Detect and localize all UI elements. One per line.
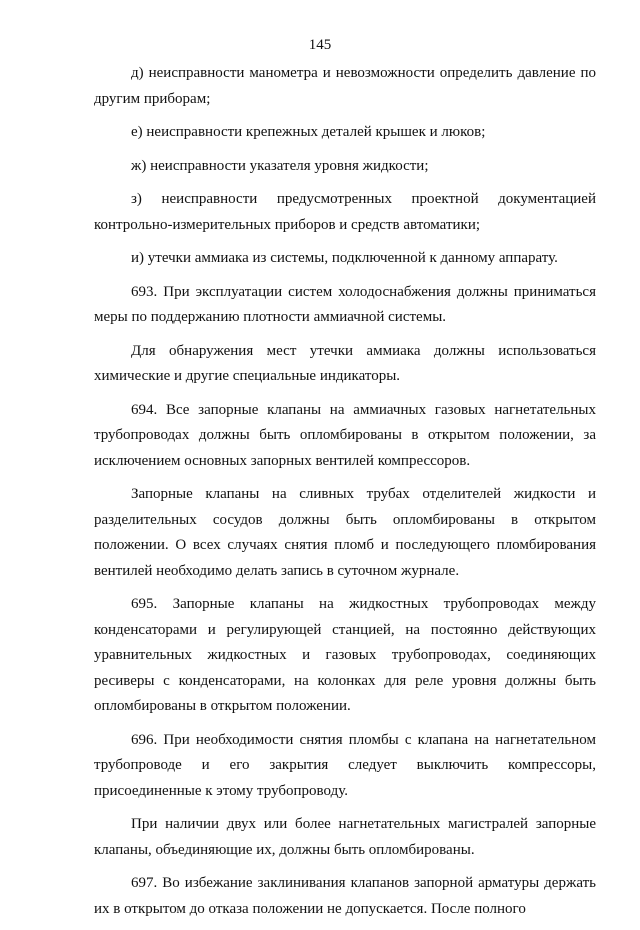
paragraph-693: 693. При эксплуатации систем холодоснабжения должны приниматься меры по поддержанию плотности аммиачной системы.	[94, 283, 596, 325]
paragraph-693-indicators: Для обнаружения мест утечки аммиака должны использоваться химические и другие специальные индикаторы.	[94, 342, 596, 384]
paragraph-item-d: д) неисправности манометра и невозможности определить давление по другим приборам;	[94, 65, 596, 107]
page-number: 145	[308, 37, 332, 53]
paragraph-696-mains: При наличии двух или более нагнетательных магистралей запорные клапаны, объединяющие их, должны быть опломбированы.	[94, 816, 596, 858]
paragraph-item-zh: ж) неисправности указателя уровня жидкости;	[131, 157, 429, 174]
paragraph-item-z: з) неисправности предусмотренных проектной документацией контрольно-измерительных приборов и средств автоматики;	[94, 191, 596, 233]
document-body	[94, 61, 596, 930]
paragraph-694: 694. Все запорные клапаны на аммиачных газовых нагнетательных трубопроводах должны быть опломбированы в открытом положении, за исключением основных запорных вентилей компрессоров.	[94, 401, 596, 469]
paragraph-697: 697. Во избежание заклинивания клапанов запорной арматуры держать их в открытом до отказа положении не допускается. После полного	[94, 875, 596, 917]
paragraph-item-i: и) утечки аммиака из системы, подключенной к данному аппарату.	[131, 250, 558, 266]
paragraph-695: 695. Запорные клапаны на жидкостных трубопроводах между конденсаторами и регулирующей станцией, на постоянно действующих уравнительных жидкостных и газовых трубопроводах, соединяющих ресиверы с конденсаторами, на колонках для реле уровня должны быть опломбированы в открытом положении.	[94, 596, 596, 714]
paragraph-item-e: е) неисправности крепежных деталей крышек и люков;	[131, 124, 486, 140]
paragraph-696: 696. При необходимости снятия пломбы с клапана на нагнетательном трубопроводе и его закрытия следует выключить компрессоры, присоединенные к этому трубопроводу.	[94, 731, 596, 799]
paragraph-694-drain-valves: Запорные клапаны на сливных трубах отделителей жидкости и разделительных сосудов должны быть опломбированы в открытом положении. О всех случаях снятия пломб и последующего пломбирования вентилей необходимо делать запись в суточном журнале.	[94, 486, 596, 579]
